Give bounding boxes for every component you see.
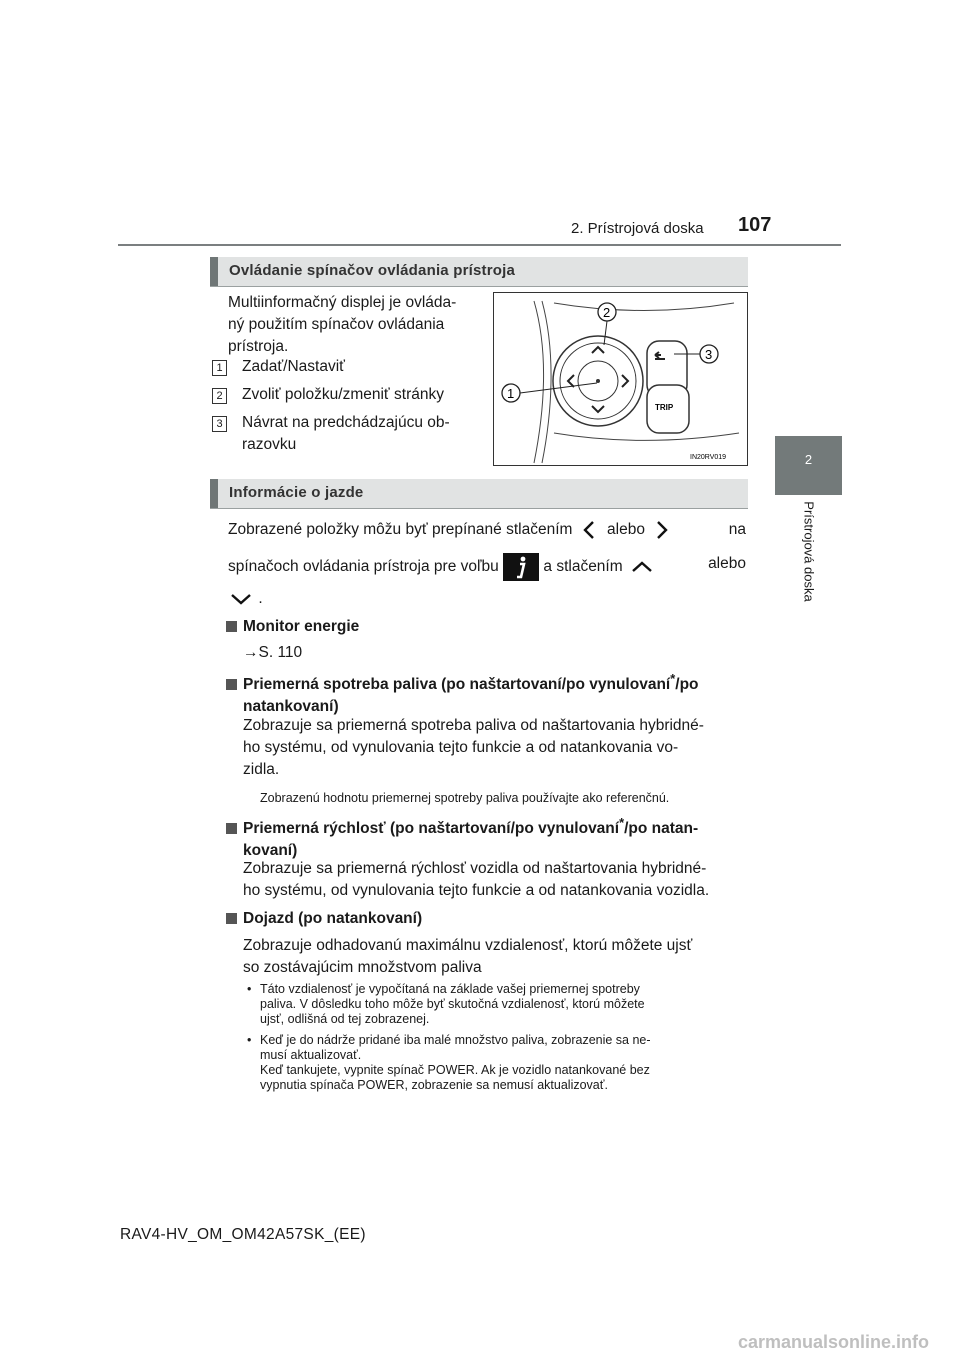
left-arrow-icon: [577, 519, 603, 541]
item-avg-consumption-body: Zobrazuje sa priemerná spotreba paliva od naštartovania hybridné- ho systému, od vynulovania tejto funkcie a od natankovania vo- zidla.: [243, 717, 704, 778]
square-bullet-icon: [226, 679, 237, 690]
down-arrow-icon: [228, 588, 254, 610]
trip-info-intro-line3: .: [228, 588, 263, 610]
page-number: 107: [738, 214, 772, 236]
switch-diagram: [494, 293, 747, 465]
item-range-title: Dojazd (po natankovaní): [226, 908, 422, 930]
svg-text:IN20RV019: IN20RV019: [690, 454, 727, 461]
item-range-bullet-1: • Táto vzdialenosť je vypočítaná na základe vašej priemernej spotreby paliva. V dôsledku toho môže byť skutočná vzdialenosť, ktorú môžete ujsť, odlišná od tej zobrazenej.: [247, 982, 645, 1026]
section1-intro: Multiinformačný displej je ovláda- ný použitím spínačov ovládania prístroja.: [228, 294, 457, 355]
chapter-tab: 2: [775, 436, 842, 495]
section-underline: [210, 286, 748, 287]
document-code: RAV4-HV_OM_OM42A57SK_(EE): [120, 1226, 366, 1243]
right-arrow-icon: [649, 519, 675, 541]
page-reference: →S. 110: [243, 644, 303, 661]
header-divider: [118, 244, 841, 246]
watermark: carmanualsonline.info: [738, 1332, 930, 1352]
info-icon: [503, 553, 539, 581]
item-select-change: Zvoliť položku/zmeniť stránky: [242, 386, 444, 403]
svg-text:TRIP: TRIP: [655, 403, 674, 412]
item-avg-consumption-note: Zobrazenú hodnotu priemernej spotreby paliva používajte ako referenčnú.: [260, 791, 670, 805]
square-bullet-icon: [226, 823, 237, 834]
svg-text:1: 1: [507, 386, 515, 401]
item-avg-speed-title: Priemerná rýchlosť (po naštartovaní/po vynulovaní*/po natan- kovaní): [226, 812, 746, 862]
trip-info-intro-line2: spínačoch ovládania prístroja pre voľbu a stlačením alebo: [228, 553, 746, 581]
trip-info-intro-line1: Zobrazené položky môžu byť prepínané stlačením alebo na: [228, 519, 746, 541]
svg-text:3: 3: [705, 347, 713, 362]
item-back: Návrat na predchádzajúcu ob- razovku: [242, 414, 450, 453]
item-avg-speed-body: Zobrazuje sa priemerná rýchlosť vozidla od naštartovania hybridné- ho systému, od vynulovania tejto funkcie a od natankovania vozidla.: [243, 860, 710, 899]
item-avg-consumption-title: Priemerná spotreba paliva (po naštartovaní/po vynulovaní*/po natankovaní): [226, 668, 746, 718]
section-underline: [210, 508, 748, 509]
callout-number-2: 2: [212, 388, 227, 404]
steering-switch-illustration: [493, 292, 748, 466]
section-heading-trip-info: Informácie o jazde: [210, 479, 748, 508]
svg-text:2: 2: [603, 305, 611, 320]
square-bullet-icon: [226, 621, 237, 632]
up-arrow-icon: [627, 556, 657, 578]
item-range-bullet-2: • Keď je do nádrže pridané iba malé množstvo paliva, zobrazenie sa ne- musí aktualizovať. Keď tankujete, vypnite spínač POWER. Ak je vozidlo natankované bez vypnutia spínača POWER, zobrazenie sa nemusí aktualizovať.: [247, 1033, 651, 1092]
item-energy-monitor-title: Monitor energie: [226, 616, 359, 638]
chapter-label: Prístrojová doska: [801, 501, 817, 602]
square-bullet-icon: [226, 913, 237, 924]
item-range-body: Zobrazuje odhadovanú maximálnu vzdialenosť, ktorú môžete ujsť so zostávajúcim množstvom paliva: [243, 937, 693, 976]
section-heading-controls: Ovládanie spínačov ovládania prístroja: [210, 257, 748, 286]
callout-number-1: 1: [212, 360, 227, 376]
header-section-title: 2. Prístrojová doska: [571, 220, 704, 237]
arrow-right-icon: →: [243, 644, 259, 661]
callout-number-3: 3: [212, 416, 227, 432]
item-enter-set: Zadať/Nastaviť: [242, 358, 345, 375]
